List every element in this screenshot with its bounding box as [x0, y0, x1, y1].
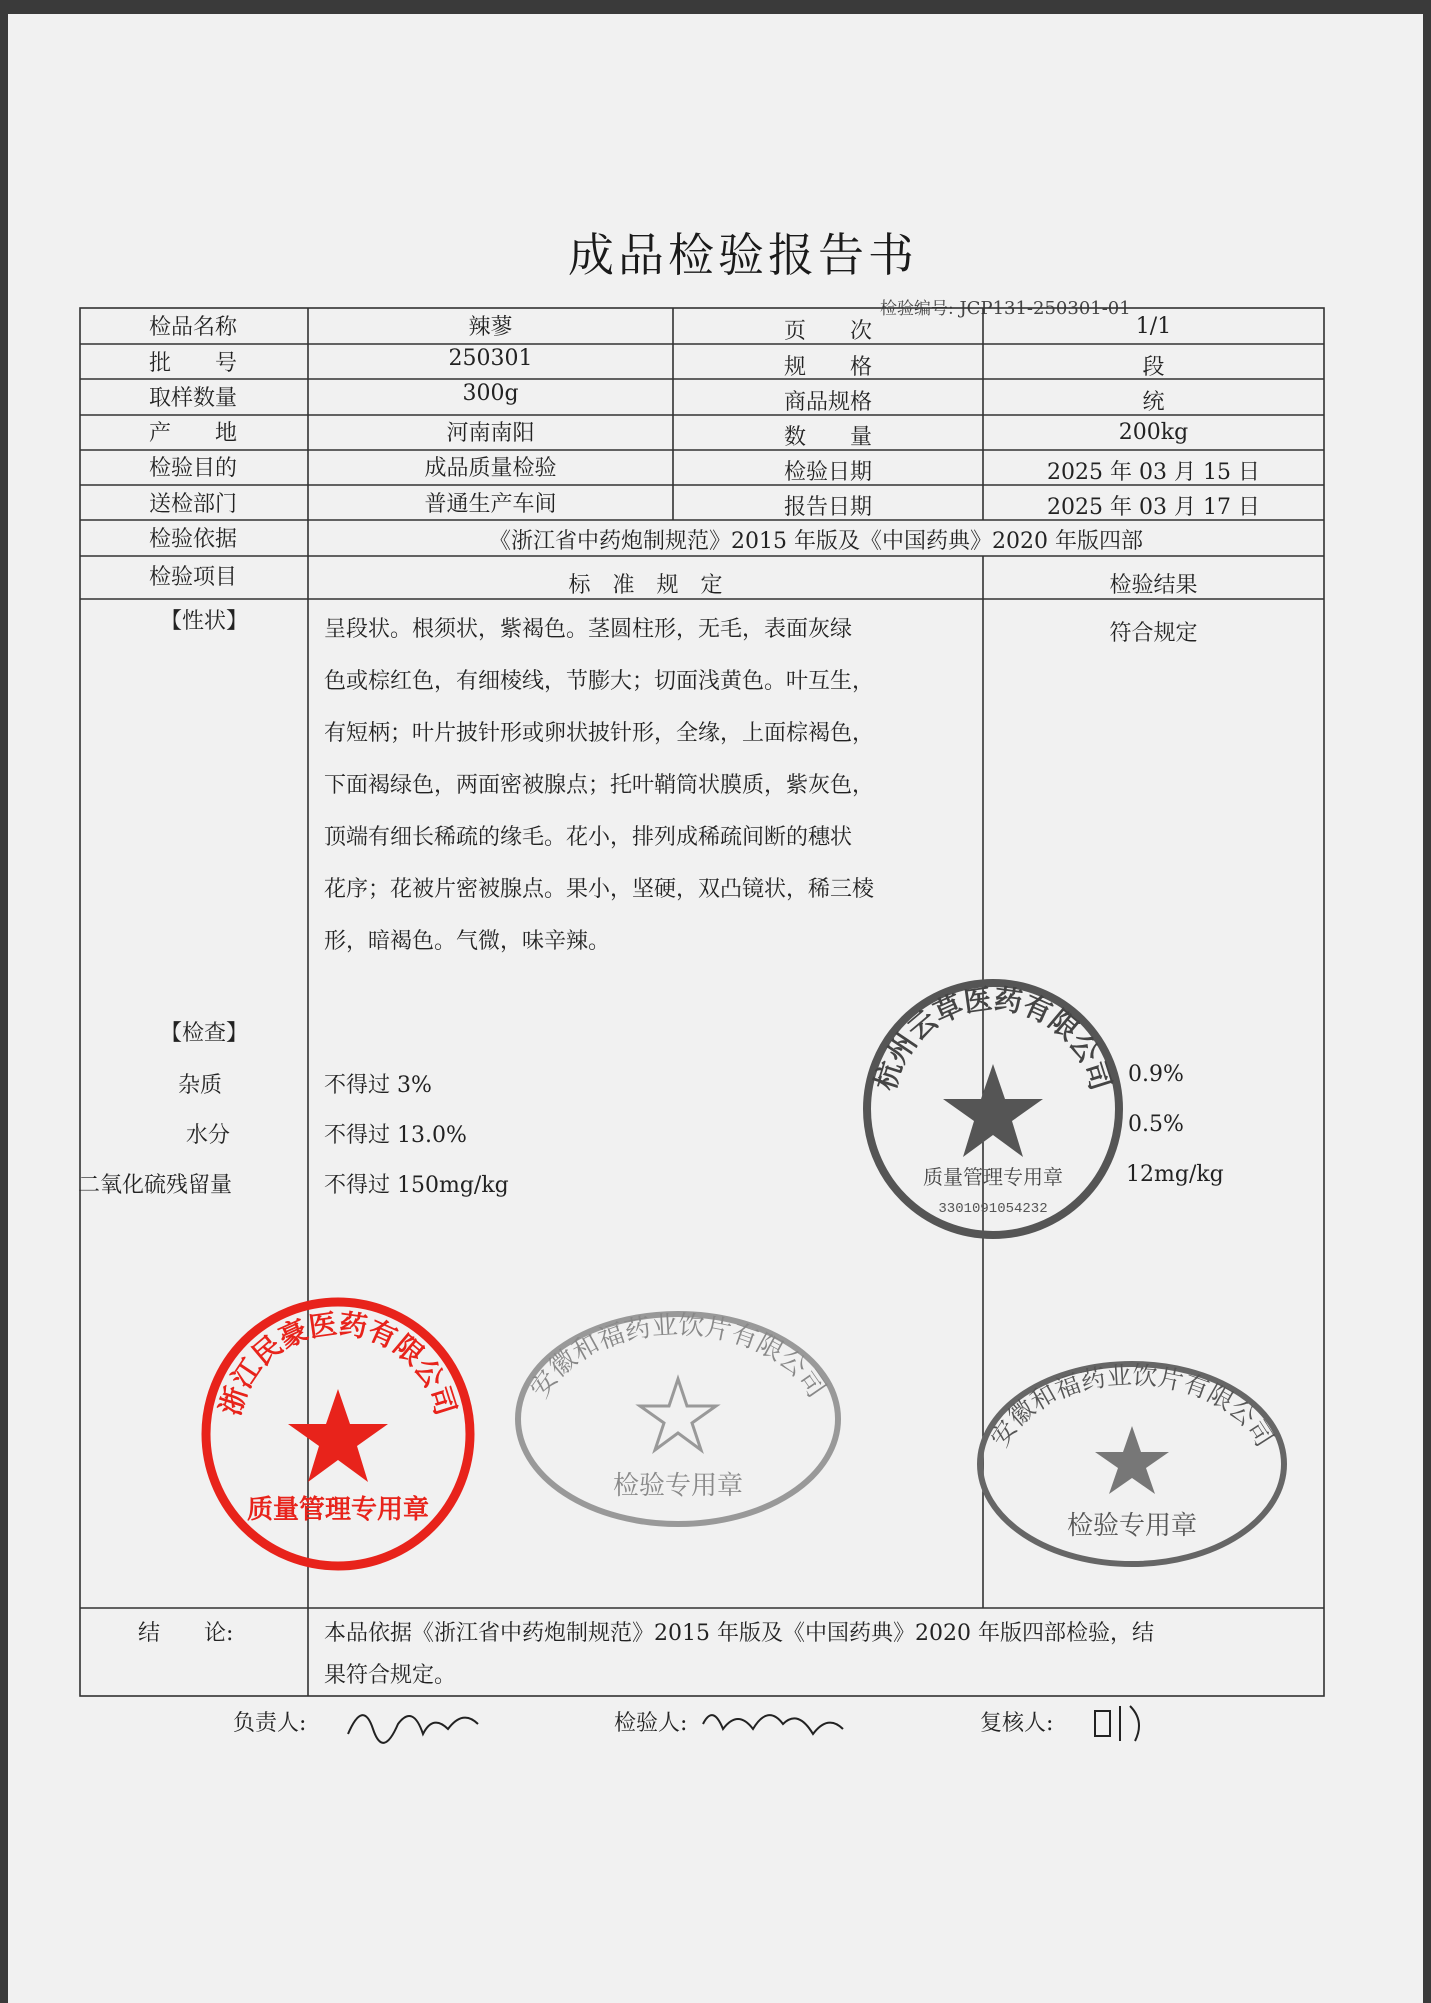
- row-label-sample-name: 检品名称: [148, 315, 237, 340]
- check-label: 【检查】: [160, 1021, 249, 1046]
- row-value-sample-qty: 300g: [462, 381, 519, 406]
- inspector-label: 检验人:: [614, 1711, 688, 1736]
- row-value-page: 1/1: [1135, 314, 1172, 339]
- anhui-seal-2-purpose: 检验专用章: [1066, 1511, 1198, 1540]
- row-label-grade: 商品规格: [783, 390, 872, 415]
- check-name-impurity: 杂质: [178, 1073, 223, 1098]
- items-header-label: 检验项目: [148, 565, 237, 590]
- row-label-basis: 检验依据: [148, 527, 237, 552]
- anhui-seal-1-company: 安徽和福药业饮片有限公司: [524, 1310, 832, 1403]
- check-standard-sulfur: 不得过 150mg/kg: [324, 1173, 509, 1198]
- character-line: 花序；花被片密被腺点。果小，坚硬，双凸镜状，稀三棱: [324, 877, 875, 902]
- conclusion-label: 结 论:: [138, 1621, 234, 1646]
- row-value-dept: 普通生产车间: [424, 492, 557, 517]
- anhui-inspection-seal-1: [508, 1304, 848, 1534]
- red-quality-seal: [198, 1294, 478, 1574]
- inspector-signature: [698, 1694, 848, 1754]
- conclusion-line-1: 本品依据《浙江省中药炮制规范》2015 年版及《中国药典》2020 年版四部检验，结: [324, 1621, 1154, 1646]
- row-value-batch: 250301: [448, 346, 533, 371]
- items-header-standard: 标 准 规 定: [568, 573, 723, 598]
- report-paper: [8, 14, 1423, 2003]
- check-standard-impurity: 不得过 3%: [324, 1073, 432, 1098]
- report-number-value: JCP131-250301-01: [959, 298, 1131, 319]
- row-value-sample-name: 辣蓼: [468, 315, 513, 340]
- row-value-grade: 统: [1142, 390, 1165, 415]
- anhui-inspection-seal-2: [972, 1354, 1292, 1574]
- reviewer-signature: [1090, 1696, 1160, 1746]
- row-label-inspect-date: 检验日期: [783, 460, 872, 485]
- check-name-moisture: 水分: [186, 1123, 231, 1148]
- yunzao-seal-company: 杭州云草医药有限公司: [869, 983, 1117, 1094]
- character-line: 形，暗褐色。气微，味辛辣。: [324, 929, 611, 954]
- row-label-purpose: 检验目的: [148, 456, 237, 481]
- row-label-report-date: 报告日期: [783, 495, 872, 520]
- conclusion-line-2: 果符合规定。: [324, 1663, 457, 1688]
- row-label-page: 页 次: [783, 319, 872, 344]
- row-value-inspect-date: 2025 年 03 月 15 日: [1047, 460, 1260, 485]
- character-line: 下面褐绿色，两面密被腺点；托叶鞘筒状膜质，紫灰色，: [324, 773, 875, 798]
- yunzao-seal-code: 3301091054232: [938, 1201, 1048, 1217]
- responsible-signature: [338, 1694, 488, 1754]
- document-title: 成品检验报告书: [568, 228, 918, 282]
- check-result-moisture: 0.5%: [1128, 1112, 1184, 1137]
- svg-text:安徽和福药业饮片有限公司: [525, 1311, 831, 1403]
- row-value-report-date: 2025 年 03 月 17 日: [1047, 495, 1260, 520]
- check-standard-moisture: 不得过 13.0%: [324, 1123, 467, 1148]
- character-description: [324, 604, 1042, 968]
- character-result: 符合规定: [1109, 621, 1198, 646]
- reviewer-label: 复核人:: [980, 1711, 1054, 1736]
- row-label-origin: 产 地: [148, 421, 237, 446]
- check-result-sulfur: 12mg/kg: [1126, 1162, 1224, 1187]
- row-label-batch: 批 号: [148, 351, 237, 376]
- row-label-spec: 规 格: [783, 355, 872, 380]
- character-line: 色或棕红色，有细棱线，节膨大；切面浅黄色。叶互生，: [324, 669, 875, 694]
- red-seal-purpose: 质量管理专用章: [246, 1494, 430, 1524]
- row-value-quantity: 200kg: [1118, 420, 1189, 445]
- character-line: 呈段状。根须状，紫褐色。茎圆柱形，无毛，表面灰绿: [324, 617, 853, 642]
- yunzao-quality-seal: [858, 974, 1128, 1244]
- row-label-sample-qty: 取样数量: [148, 386, 237, 411]
- row-label-dept: 送检部门: [148, 492, 237, 517]
- anhui-seal-1-purpose: 检验专用章: [612, 1471, 744, 1500]
- row-value-purpose: 成品质量检验: [424, 456, 557, 481]
- check-name-sulfur: 二氧化硫残留量: [78, 1173, 233, 1198]
- red-seal-company: 浙江民豪医药有限公司: [214, 1308, 462, 1419]
- items-header-result: 检验结果: [1109, 573, 1198, 598]
- report-number-label: 检验编号:: [880, 299, 954, 319]
- check-result-impurity: 0.9%: [1128, 1062, 1184, 1087]
- anhui-seal-2-company: 安徽和福药业饮片有限公司: [986, 1362, 1278, 1452]
- character-line: 顶端有细长稀疏的缘毛。花小，排列成稀疏间断的穗状: [324, 825, 853, 850]
- row-value-basis: 《浙江省中药炮制规范》2015 年版及《中国药典》2020 年版四部: [489, 529, 1143, 554]
- character-label: 【性状】: [160, 609, 249, 634]
- yunzao-seal-purpose: 质量管理专用章: [923, 1167, 1063, 1189]
- row-value-origin: 河南南阳: [446, 421, 535, 446]
- responsible-person-label: 负责人:: [233, 1711, 307, 1736]
- character-line: 有短柄；叶片披针形或卵状披针形，全缘，上面棕褐色，: [324, 721, 875, 746]
- row-label-quantity: 数 量: [783, 425, 872, 450]
- row-value-spec: 段: [1142, 355, 1165, 380]
